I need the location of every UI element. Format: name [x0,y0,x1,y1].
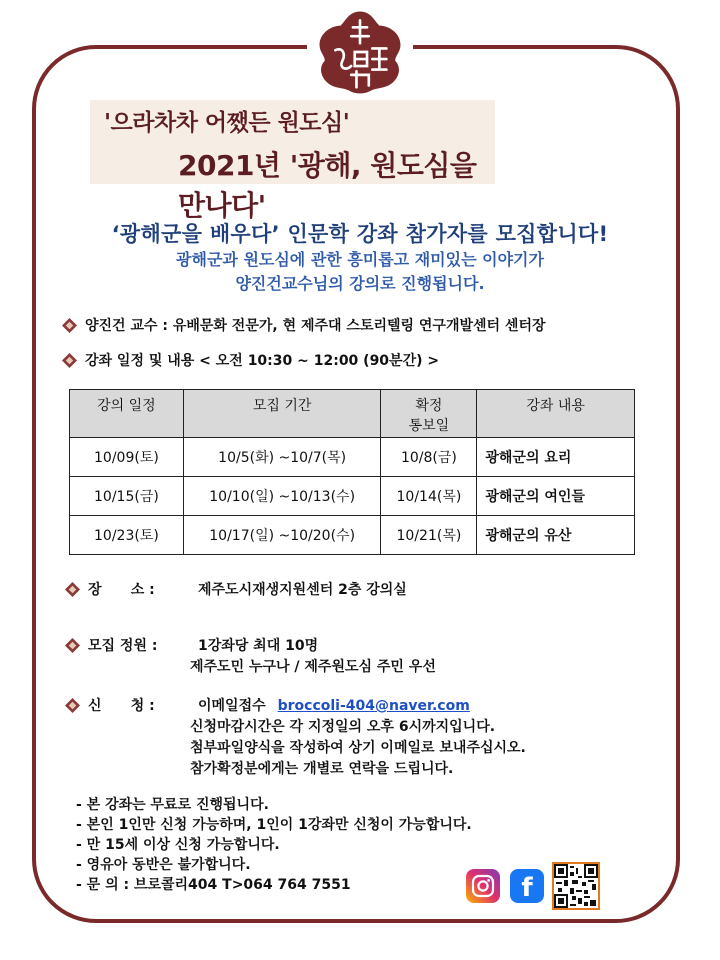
recruit-period: 10/5(화) ~10/7(목) [183,438,381,477]
recruit-label: 모집 정원 : [88,638,158,654]
recruit-eligibility: 제주도민 누구나 / 제주원도심 주민 우선 [190,659,436,675]
qr-code-icon [552,862,600,910]
list-item: - 문 의 : 브로콜리404 T>064 764 7551 [76,877,351,893]
lecture-date: 10/15(금) [70,477,184,516]
diamond-bullet-icon [65,638,80,653]
recruit-period: 10/10(일) ~10/13(수) [183,477,381,516]
place-info [65,580,407,601]
apply-label: 신 청 : [88,698,155,714]
subtitle [100,248,620,296]
apply-contact-note: 참가확정분에게는 개별로 연락을 드립니다. [190,761,454,777]
professor-info [62,316,546,336]
logo [307,8,413,96]
page-title: ‘광해군을 배우다’ 인문학 강좌 참가자를 모집합니다! [111,222,609,246]
recruit-capacity: 1강좌당 최대 10명 [198,638,319,654]
instagram-icon[interactable] [466,869,500,903]
notes-list [76,795,472,895]
table-row [70,477,635,516]
lecture-schedule-table [69,389,635,555]
email-link[interactable]: broccoli-404@naver.com [277,698,470,714]
jeju-seal-logo-icon [316,8,404,96]
list-item: - 본 강좌는 무료로 진행됩니다. [76,797,269,813]
header-lecture-date: 강의 일정 [70,390,184,438]
confirm-date: 10/21(목) [381,516,477,555]
lecture-topic: 광해군의 유산 [477,516,635,555]
confirm-date: 10/14(목) [381,477,477,516]
facebook-icon[interactable] [510,869,544,903]
subtitle-line-1: 광해군과 원도심에 관한 흥미롭고 재미있는 이야기가 [176,250,544,269]
diamond-bullet-icon [62,318,77,333]
schedule-heading [62,351,439,371]
lecture-topic: 광해군의 여인들 [477,477,635,516]
event-banner [90,100,495,222]
diamond-bullet-icon [65,698,80,713]
header-confirm-date: 확정 통보일 [381,390,477,438]
facebook-glyph: f [521,873,533,903]
diamond-bullet-icon [65,582,80,597]
apply-method: 이메일접수 [198,698,266,714]
place-value: 제주도시재생지원센터 2층 강의실 [198,582,407,598]
list-item: - 영유아 동반은 불가합니다. [76,857,251,873]
table-row [70,516,635,555]
diamond-bullet-icon [62,353,77,368]
list-item: - 만 15세 이상 신청 가능합니다. [76,837,280,853]
place-label: 장 소 : [88,582,155,598]
confirm-date: 10/8(금) [381,438,477,477]
recruit-period: 10/17(일) ~10/20(수) [183,516,381,555]
recruit-info [65,636,436,678]
schedule-title: 강좌 일정 및 내용 < 오전 10:30 ~ 12:00 (90분간) > [85,353,440,369]
list-item: - 본인 1인만 신청 가능하며, 1인이 1강좌만 신청이 가능합니다. [76,817,472,833]
social-links [466,862,600,910]
header-recruit-period: 모집 기간 [183,390,381,438]
banner-slogan: '으라차차 어쨌든 원도심' [104,110,350,136]
banner-title: 2021년 '광해, 원도심을 만나다' [178,149,477,222]
apply-info [65,696,526,780]
table-row [70,438,635,477]
lecture-date: 10/09(토) [70,438,184,477]
table-header-row [70,390,635,438]
subtitle-line-2: 양진건교수님의 강의로 진행됩니다. [235,274,485,293]
professor-text: 양진건 교수 : 유배문화 전문가, 현 제주대 스토리텔링 연구개발센터 센터장 [85,318,546,334]
lecture-date: 10/23(토) [70,516,184,555]
apply-attachment: 첨부파일양식을 작성하여 상기 이메일로 보내주십시오. [190,740,526,756]
lecture-topic: 광해군의 요리 [477,438,635,477]
apply-deadline: 신청마감시간은 각 지정일의 오후 6시까지입니다. [190,719,496,735]
header-lecture-topic: 강좌 내용 [477,390,635,438]
